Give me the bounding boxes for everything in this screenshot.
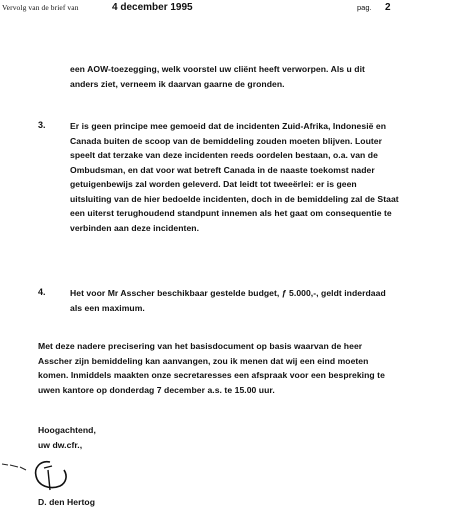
paragraph-line: Met deze nadere precisering van het basisdocument op basis waarvan de heer — [38, 341, 363, 351]
paragraph-line: Asscher zijn bemiddeling kan aanvangen, zou ik menen dat wij een eind moeten — [38, 355, 369, 366]
closing-paragraph — [38, 339, 385, 397]
point-4-paragraph — [70, 286, 386, 315]
signatory-name: D. den Hertog — [38, 497, 95, 507]
paragraph-line: een uiterst terughoudend standpunt innemen als het gaat om consequentie te — [70, 208, 392, 218]
handwritten-signature — [0, 456, 90, 496]
header-page-label: pag. — [357, 3, 372, 12]
paragraph-line: komen. Inmiddels maakten onze secretaresses een afspraak voor een bespreking te — [38, 370, 385, 380]
paragraph-line: verbinden aan deze incidenten. — [70, 222, 200, 233]
paragraph-line: Het voor Mr Asscher beschikbaar gestelde budget, ƒ 5.000,-, geldt inderdaad — [70, 288, 386, 298]
signoff-block — [38, 423, 96, 452]
continuation-paragraph — [70, 62, 365, 91]
paragraph-line: Canada buiten de scoop van de bemiddeling zouden moeten blijven. Louter — [70, 135, 383, 146]
signoff-sender-line: uw dw.cfr., — [38, 439, 83, 450]
header-label: Vervolg van de brief van — [2, 3, 79, 12]
paragraph-line: Er is geen principe mee gemoeid dat de incidenten Zuid-Afrika, Indonesië en — [70, 121, 387, 131]
paragraph-line: Ombudsman, en dat voor wat betreft Canada in de naaste toekomst nader — [70, 164, 375, 175]
paragraph-line: anders ziet, verneem ik daarvan gaarne de gronden. — [70, 78, 285, 89]
point-3-number: 3. — [38, 120, 46, 130]
signatory-block — [38, 495, 95, 510]
paragraph-line: als een maximum. — [70, 302, 145, 313]
header-page-number: 2 — [385, 2, 391, 13]
paragraph-line: uwen kantore op donderdag 7 december a.s. te 15.00 uur. — [38, 384, 275, 395]
paragraph-line: een AOW-toezegging, welk voorstel uw cliënt heeft verworpen. Als u dit — [70, 64, 365, 74]
page-header — [2, 2, 440, 18]
point-4-number: 4. — [38, 287, 46, 297]
paragraph-line: getuigenbewijs zal worden geleverd. Dat leidt tot tweeërlei: er is geen — [70, 179, 357, 189]
signoff-greeting: Hoogachtend, — [38, 425, 96, 435]
point-3-paragraph — [70, 119, 399, 235]
paragraph-line: uitsluiting van de hier bedoelde incidenten, doch in de bemiddeling zal de Staat — [70, 193, 399, 204]
paragraph-line: speelt dat terzake van deze incidenten reeds oordelen bestaan, o.a. van de — [70, 150, 378, 160]
header-date: 4 december 1995 — [112, 2, 193, 13]
